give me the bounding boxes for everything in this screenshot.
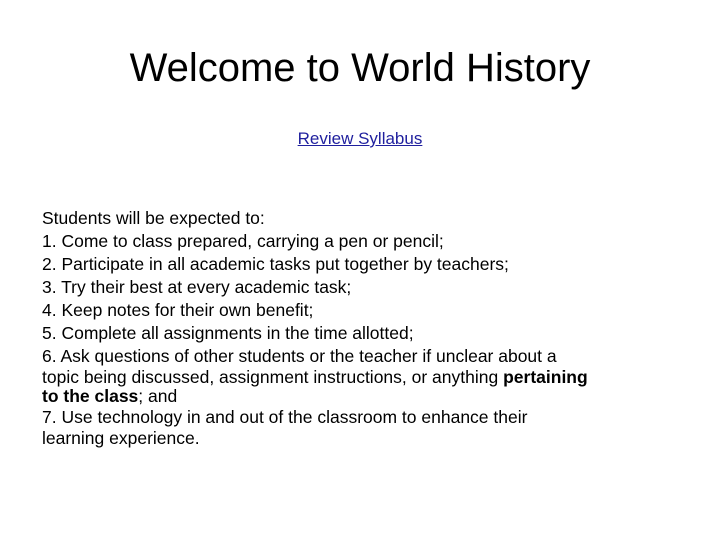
list-item-2: 2. Participate in all academic tasks put together by teachers; [42, 254, 509, 274]
review-syllabus-link[interactable]: Review Syllabus [297, 129, 423, 148]
list-item-5: 5. Complete all assignments in the time allotted; [42, 323, 414, 343]
list-item-7-line-1: 7. Use technology in and out of the classroom to enhance their [42, 407, 528, 427]
list-item-6-text: topic being discussed, assignment instructions, or anything [42, 367, 504, 387]
list-item-6-line-1: 6. Ask questions of other students or the teacher if unclear about a [42, 346, 557, 366]
list-item-6-line-2 [42, 368, 682, 387]
list-item-6-line-3 [42, 387, 682, 406]
list-item-6-bold-pertaining: pertaining [503, 367, 588, 387]
list-item-6-bold-class: to the class [42, 386, 139, 406]
review-syllabus-container [0, 128, 720, 150]
list-item-6-tail: ; and [138, 386, 178, 406]
list-item-3: 3. Try their best at every academic task; [42, 277, 352, 297]
slide-title: Welcome to World History [129, 46, 591, 90]
expectations-list [42, 207, 682, 448]
list-item-7-line-2: learning experience. [42, 428, 200, 448]
list-item-1: 1. Come to class prepared, carrying a pen or pencil; [42, 231, 444, 251]
list-item-4: 4. Keep notes for their own benefit; [42, 300, 314, 320]
intro-text: Students will be expected to: [42, 208, 265, 228]
